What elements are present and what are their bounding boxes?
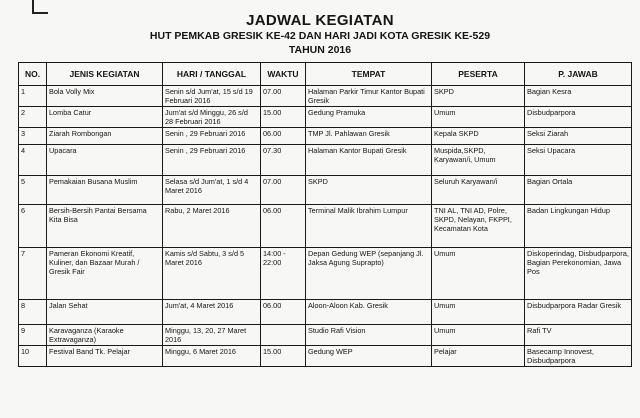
cell-tanggal: Jum'at, 4 Maret 2016 [163, 300, 261, 325]
cell-pjawab: Diskoperindag, Disbudparpora, Bagian Perekonomian, Jawa Pos [525, 248, 632, 300]
cell-no: 7 [19, 248, 47, 300]
cell-peserta: SKPD [432, 86, 525, 107]
cell-tanggal: Senin , 29 Februari 2016 [163, 128, 261, 145]
document-year: TAHUN 2016 [288, 44, 352, 56]
cell-waktu: 07.00 [261, 176, 306, 205]
table-row [19, 145, 632, 176]
cell-pjawab: Bagian Kesra [525, 86, 632, 107]
document-title: JADWAL KEGIATAN [246, 12, 394, 29]
cell-tempat: Aloon-Aloon Kab. Gresik [306, 300, 432, 325]
cell-tanggal: Senin s/d Jum'at, 15 s/d 19 Februari 2016 [163, 86, 261, 107]
cell-tanggal: Jum'at s/d Minggu, 26 s/d 28 Februari 2016 [163, 107, 261, 128]
table-row [19, 300, 632, 325]
cell-no: 2 [19, 107, 47, 128]
cell-no: 3 [19, 128, 47, 145]
table-row [19, 128, 632, 145]
cell-pjawab: Bagian Ortala [525, 176, 632, 205]
cell-tempat: TMP Jl. Pahlawan Gresik [306, 128, 432, 145]
cell-waktu: 14:00 - 22:00 [261, 248, 306, 300]
cell-waktu: 07.00 [261, 86, 306, 107]
cell-waktu: 15.00 [261, 346, 306, 367]
cell-peserta: TNI AL, TNI AD, Polre, SKPD, Nelayan, FKPPI, Kecamatan Kota [432, 205, 525, 248]
table-row [19, 205, 632, 248]
cell-kegiatan: Bola Volly Mix [47, 86, 163, 107]
cell-kegiatan: Lomba Catur [47, 107, 163, 128]
cell-peserta: Muspida,SKPD, Karyawan/i, Umum [432, 145, 525, 176]
cell-pjawab: Disbudparpora [525, 107, 632, 128]
cell-tempat: Depan Gedung WEP (sepanjang Jl. Jaksa Agung Suprapto) [306, 248, 432, 300]
column-header-pjawab: P. JAWAB [525, 63, 632, 86]
cell-peserta: Umum [432, 107, 525, 128]
cell-peserta: Umum [432, 300, 525, 325]
cell-waktu: 15.00 [261, 107, 306, 128]
cell-tempat: Studio Rafi Vision [306, 325, 432, 346]
cell-kegiatan: Pemakaian Busana Muslim [47, 176, 163, 205]
cell-tanggal: Minggu, 13, 20, 27 Maret 2016 [163, 325, 261, 346]
cell-waktu: 06.00 [261, 205, 306, 248]
cell-kegiatan: Festival Band Tk. Pelajar [47, 346, 163, 367]
column-header-no: NO. [19, 63, 47, 86]
cell-tempat: SKPD [306, 176, 432, 205]
cell-no: 8 [19, 300, 47, 325]
cell-peserta: Pelajar [432, 346, 525, 367]
table-row [19, 325, 632, 346]
cell-pjawab: Rafi TV [525, 325, 632, 346]
cell-tempat: Halaman Kantor Bupati Gresik [306, 145, 432, 176]
cell-pjawab: Seksi Upacara [525, 145, 632, 176]
cell-waktu [261, 325, 306, 346]
cell-no: 4 [19, 145, 47, 176]
cell-kegiatan: Karavaganza (Karaoke Extravaganza) [47, 325, 163, 346]
cell-pjawab: Badan Lingkungan Hidup [525, 205, 632, 248]
column-header-tempat: TEMPAT [306, 63, 432, 86]
cell-tanggal: Senin , 29 Februari 2016 [163, 145, 261, 176]
cell-kegiatan: Pameran Ekonomi Kreatif, Kuliner, dan Bazaar Murah / Gresik Fair [47, 248, 163, 300]
cell-tanggal: Rabu, 2 Maret 2016 [163, 205, 261, 248]
table-row [19, 346, 632, 367]
cell-pjawab: Disbudparpora Radar Gresik [525, 300, 632, 325]
cell-no: 9 [19, 325, 47, 346]
cell-peserta: Seluruh Karyawan/i [432, 176, 525, 205]
cell-waktu: 06.00 [261, 300, 306, 325]
cell-kegiatan: Upacara [47, 145, 163, 176]
table-row [19, 107, 632, 128]
table-header-row [19, 63, 632, 86]
cell-tempat: Gedung WEP [306, 346, 432, 367]
cell-peserta: Kepala SKPD [432, 128, 525, 145]
cell-waktu: 07.30 [261, 145, 306, 176]
cell-no: 6 [19, 205, 47, 248]
column-header-tanggal: HARI / TANGGAL [163, 63, 261, 86]
cell-no: 1 [19, 86, 47, 107]
table-row [19, 86, 632, 107]
cell-peserta: Umum [432, 325, 525, 346]
column-header-waktu: WAKTU [261, 63, 306, 86]
cell-tempat: Terminal Malik Ibrahim Lumpur [306, 205, 432, 248]
cell-tempat: Gedung Pramuka [306, 107, 432, 128]
cell-tanggal: Kamis s/d Sabtu, 3 s/d 5 Maret 2016 [163, 248, 261, 300]
cell-waktu: 06.00 [261, 128, 306, 145]
schedule-table [18, 62, 632, 367]
cell-no: 10 [19, 346, 47, 367]
cell-tempat: Halaman Parkir Timur Kantor Bupati Gresik [306, 86, 432, 107]
cell-pjawab: Basecamp Innovest, Disbudparpora [525, 346, 632, 367]
column-header-kegiatan: JENIS KEGIATAN [47, 63, 163, 86]
cell-kegiatan: Bersih-Bersih Pantai Bersama Kita Bisa [47, 205, 163, 248]
table-row [19, 248, 632, 300]
cell-tanggal: Selasa s/d Jum'at, 1 s/d 4 Maret 2016 [163, 176, 261, 205]
column-header-peserta: PESERTA [432, 63, 525, 86]
cell-tanggal: Minggu, 6 Maret 2016 [163, 346, 261, 367]
document-subtitle: HUT PEMKAB GRESIK KE-42 DAN HARI JADI KOTA GRESIK KE-529 [149, 30, 491, 42]
cell-no: 5 [19, 176, 47, 205]
cell-kegiatan: Jalan Sehat [47, 300, 163, 325]
cell-peserta: Umum [432, 248, 525, 300]
cell-kegiatan: Ziarah Rombongan [47, 128, 163, 145]
cell-pjawab: Seksi Ziarah [525, 128, 632, 145]
table-row [19, 176, 632, 205]
